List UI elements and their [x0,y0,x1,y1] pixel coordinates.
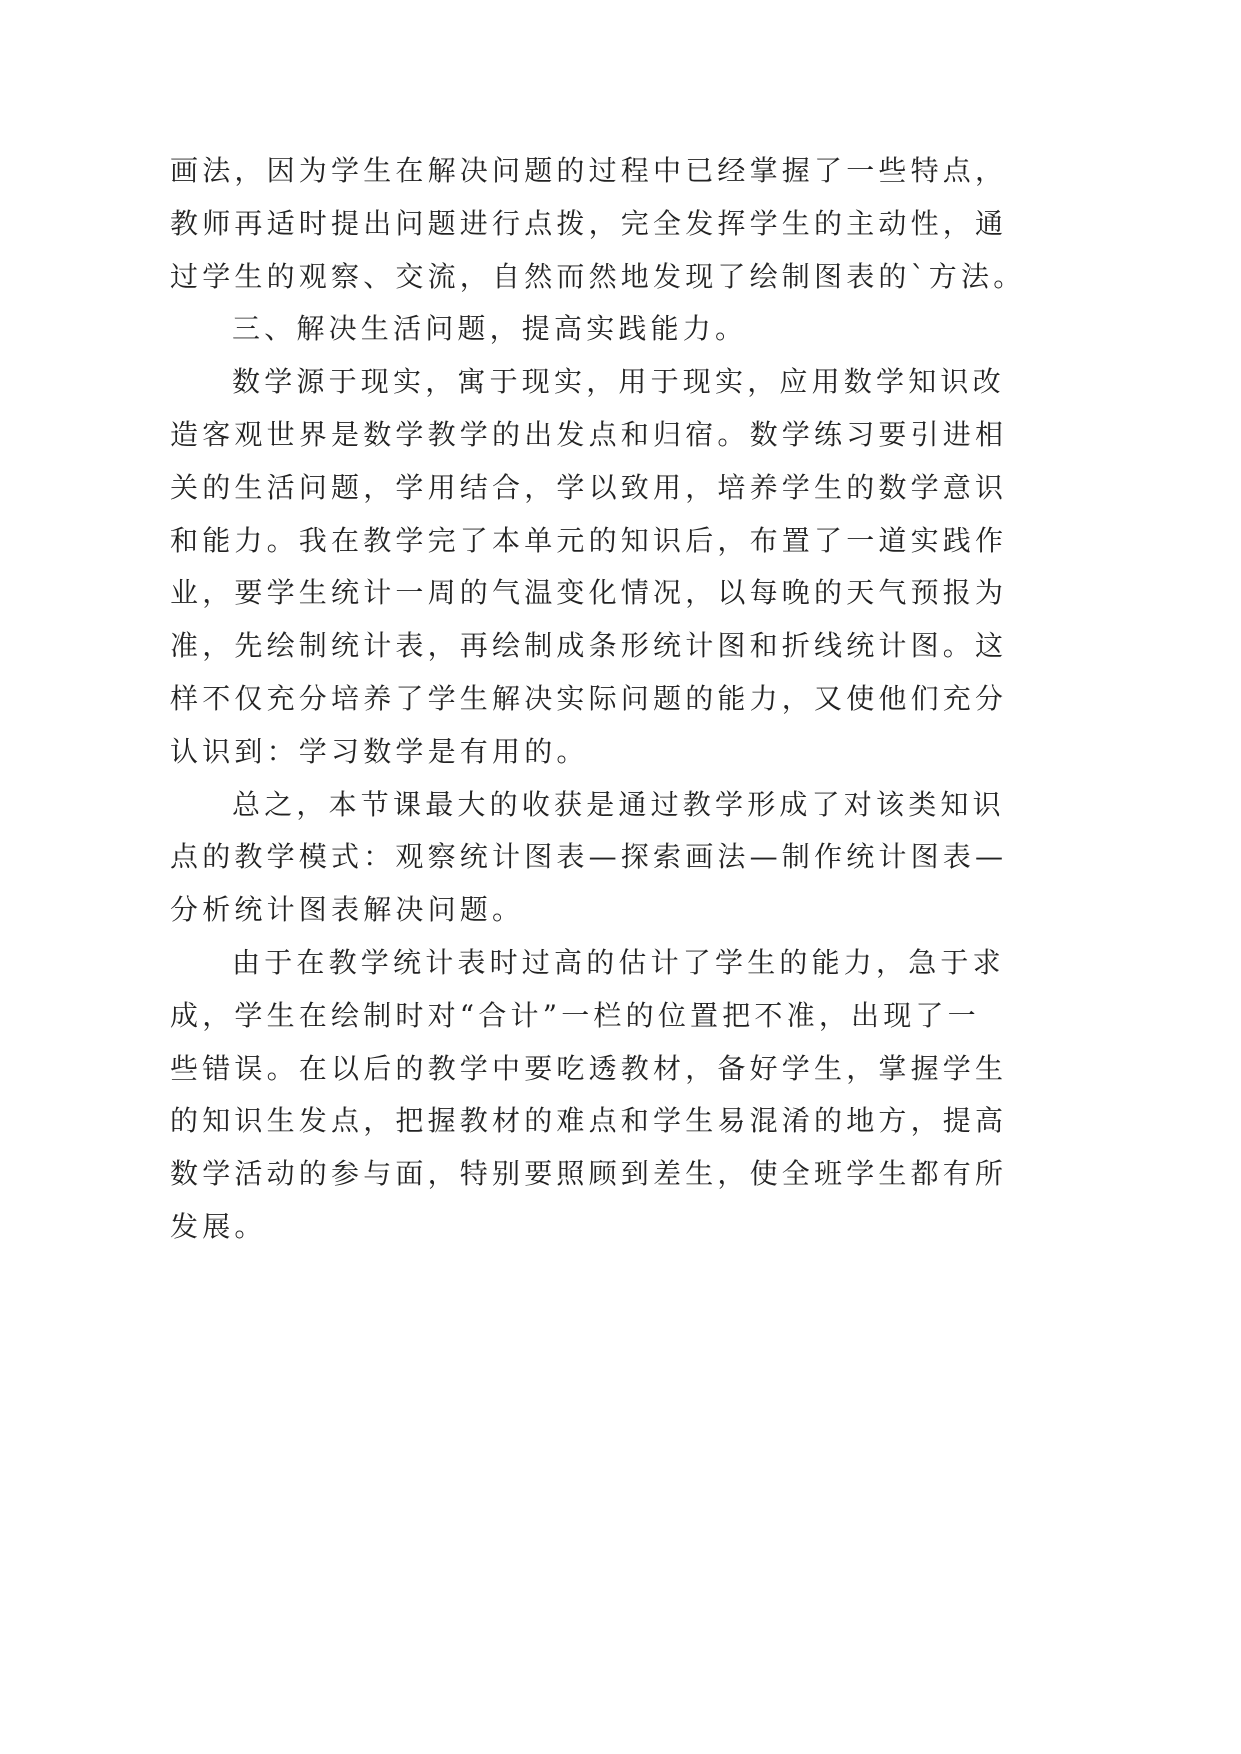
text-line: 造客观世界是数学教学的出发点和归宿。数学练习要引进相 [170,417,1008,451]
paragraph-first-line: 数学源于现实，寓于现实，用于现实，应用数学知识改 [232,365,1005,399]
text-line: 画法，因为学生在解决问题的过程中已经掌握了一些特点， [170,154,1008,187]
text-line: 认识到：学习数学是有用的。 [170,734,589,768]
text-line: 和能力。我在教学完了本单元的知识后，布置了一道实践作 [170,523,1008,557]
text-line: 业，要学生统计一周的气温变化情况，以每晚的天气预报为 [170,576,1008,610]
document-body [170,145,1026,1254]
text-line: 数学活动的参与面，特别要照顾到差生，使全班学生都有所 [170,1157,1008,1191]
text-line: 关的生活问题，学用结合，学以致用，培养学生的数学意识 [170,470,1008,504]
text-line: 样不仅充分培养了学生解决实际问题的能力，又使他们充分 [170,681,1008,715]
text-line: 分析统计图表解决问题。 [170,893,525,927]
paragraph-first-line: 总之，本节课最大的收获是通过教学形成了对该类知识 [232,787,1005,821]
text-line: 发展。 [170,1209,267,1243]
text-line: 教师再适时提出问题进行点拨，完全发挥学生的主动性，通 [170,206,1008,240]
text-line: 的知识生发点，把握教材的难点和学生易混淆的地方，提高 [170,1104,1008,1138]
text-line: 些错误。在以后的教学中要吃透教材，备好学生，掌握学生 [170,1051,1008,1085]
text-line: 过学生的观察、交流，自然而然地发现了绘制图表的`方法。 [170,259,1026,293]
section-heading: 三、解决生活问题，提高实践能力。 [232,312,748,346]
paragraph-first-line: 由于在教学统计表时过高的估计了学生的能力，急于求 [232,945,1005,979]
text-line: 准，先绘制统计表，再绘制成条形统计图和折线统计图。这 [170,629,1008,663]
text-line: 成，学生在绘制时对“合计”一栏的位置把不准，出现了一 [170,998,980,1032]
text-line: 点的教学模式：观察统计图表—探索画法—制作统计图表— [170,840,1008,874]
